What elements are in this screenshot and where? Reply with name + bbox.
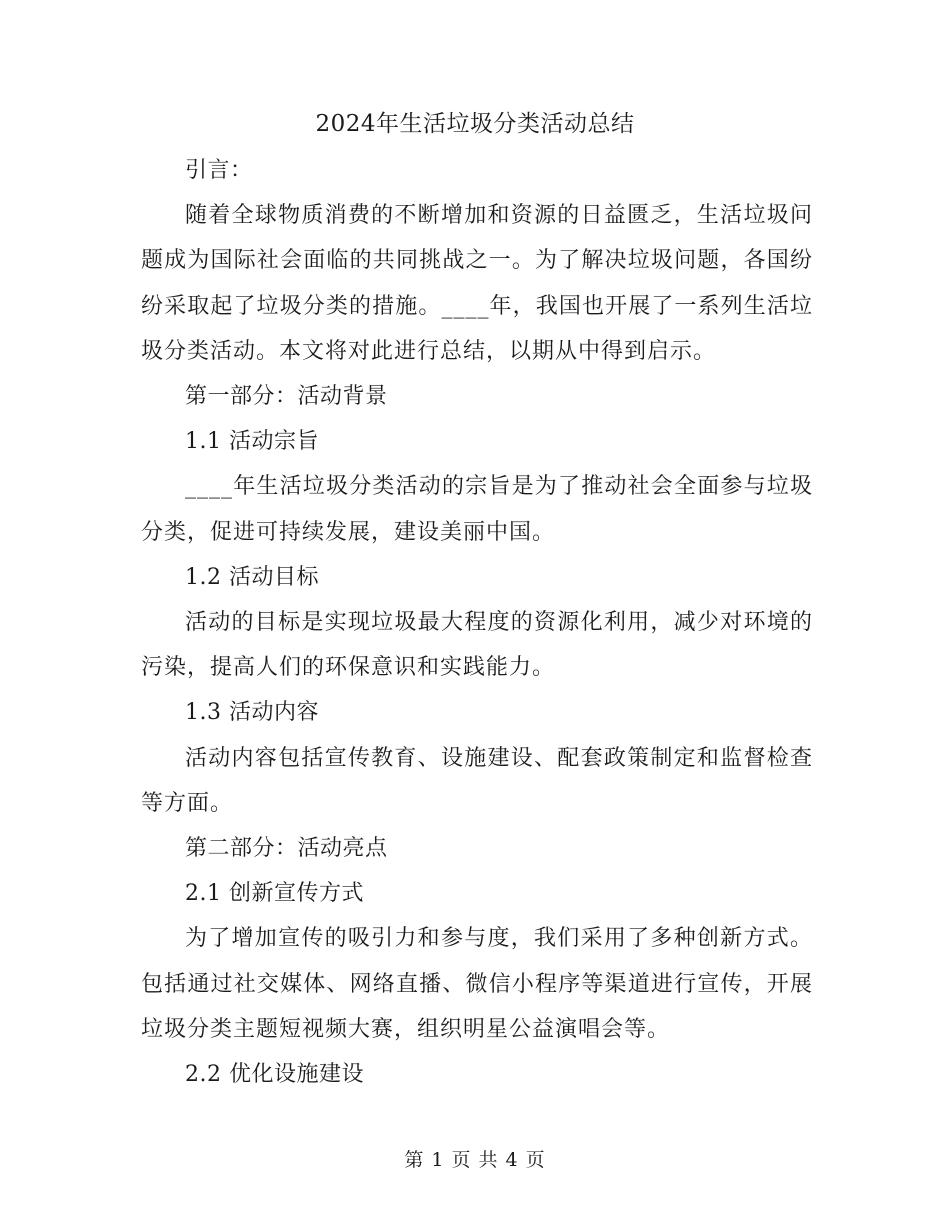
document-body <box>141 148 813 1097</box>
intro-paragraph: 随着全球物质消费的不断增加和资源的日益匮乏，生活垃圾问题成为国际社会面临的共同挑战之一。为了解决垃圾问题，各国纷纷采取起了垃圾分类的措施。____年，我国也开展了一系列生活垃圾分类活动。本文将对此进行总结，以期从中得到启示。 <box>141 203 813 364</box>
subsection-heading-goals: 1.2 活动目标 <box>185 564 319 590</box>
subsection-heading-facilities: 2.2 优化设施建设 <box>185 1062 364 1088</box>
intro-heading: 引言： <box>185 158 253 183</box>
subsection-heading-content: 1.3 活动内容 <box>185 700 319 726</box>
page-footer: 第 1 页 共 4 页 <box>404 1149 546 1171</box>
content-paragraph: 活动内容包括宣传教育、设施建设、配套政策制定和监督检查等方面。 <box>141 745 813 816</box>
goals-paragraph: 活动的目标是实现垃圾最大程度的资源化利用，减少对环境的污染，提高人们的环保意识和实践能力。 <box>141 610 813 681</box>
promotion-paragraph: 为了增加宣传的吸引力和参与度，我们采用了多种创新方式。包括通过社交媒体、网络直播、微信小程序等渠道进行宣传，开展垃圾分类主题短视频大赛，组织明星公益演唱会等。 <box>141 926 813 1042</box>
subsection-heading-purpose: 1.1 活动宗旨 <box>185 429 319 455</box>
subsection-heading-promotion: 2.1 创新宣传方式 <box>185 881 364 907</box>
purpose-paragraph: ____年生活垃圾分类活动的宗旨是为了推动社会全面参与垃圾分类，促进可持续发展，建设美丽中国。 <box>141 474 813 545</box>
section-heading-background: 第一部分：活动背景 <box>185 384 388 410</box>
document-title: 2024年生活垃圾分类活动总结 <box>315 111 635 137</box>
section-heading-highlights: 第二部分：活动亮点 <box>185 836 388 862</box>
